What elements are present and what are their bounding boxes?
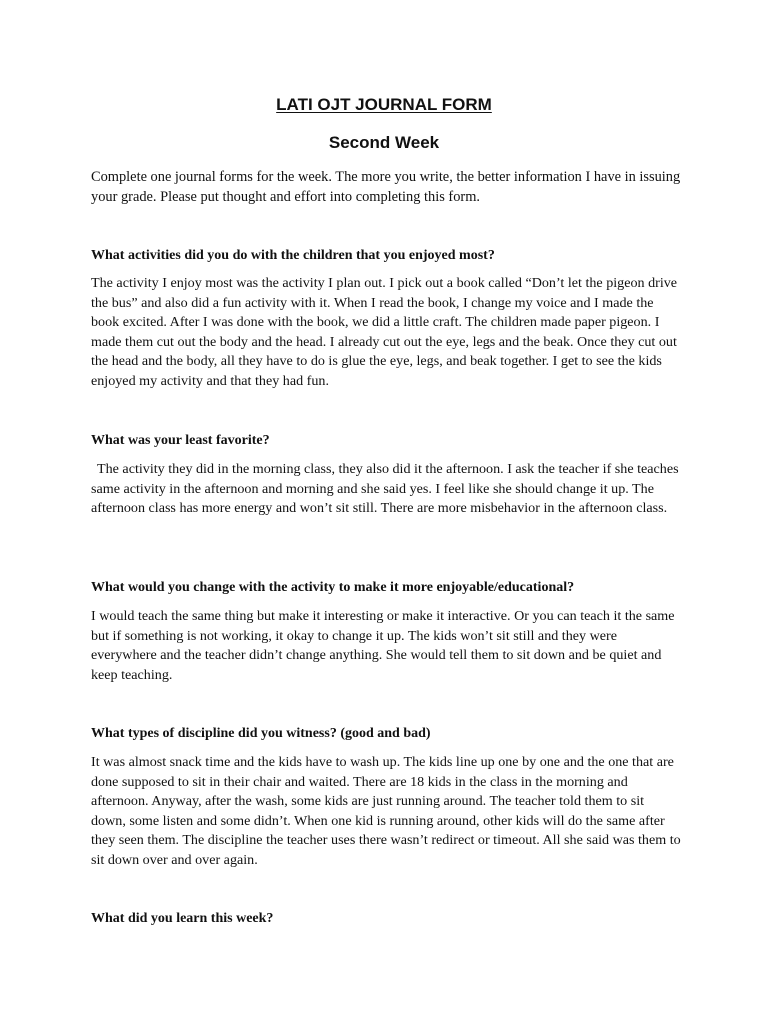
answer-change-activity: I would teach the same thing but make it interesting or make it interactive. Or you can teach it the same but if something is not working, it okay to change it up. The kids won’t sit still and they were everywhere and the teacher didn’t change anything. She would tell them to sit down and be quiet and keep teaching.: [91, 608, 675, 683]
question-learned: What did you learn this week?: [91, 911, 274, 926]
page-subtitle: Second Week: [328, 133, 440, 152]
answer-least-favorite: The activity they did in the morning class, they also did it the afternoon. I ask the teacher if she teaches same activity in the afternoon and morning and she said yes. I feel like she should change it up. The afternoon class has more energy and won’t sit still. There are more misbehavior in the afternoon class.: [91, 461, 679, 517]
question-enjoyed-most: What activities did you do with the children that you enjoyed most?: [91, 248, 495, 263]
answer-enjoyed-most: The activity I enjoy most was the activity I plan out. I pick out a book called “Don’t let the pigeon drive the bus” and also did a fun activity with it. When I read the book, I change my voice and I made the book excited. After I was done with the book, we did a little craft. The children made paper pigeon. I made them cut out the body and the head. I already cut out the eye, legs and the beak. Once they cut out the head and the body, all they have to do is glue the eye, legs, and beak together. I get to see the kids enjoyed my activity and that they had fun.: [91, 275, 678, 389]
question-change-activity: What would you change with the activity to make it more enjoyable/educational?: [91, 580, 575, 595]
question-discipline: What types of discipline did you witness? (good and bad): [91, 726, 431, 741]
answer-discipline: It was almost snack time and the kids have to wash up. The kids line up one by one and the one that are done supposed to sit in their chair and waited. There are 18 kids in the class in the morning and afternoon. Anyway, after the wash, some kids are just running around. The teacher told them to sit down, some listen and some didn’t. When one kid is running around, other kids will do the same after they seen them. The discipline the teacher uses there wasn’t redirect or timeout. All she said was them to sit down over and over again.: [91, 754, 681, 868]
page-title: LATI OJT JOURNAL FORM: [276, 95, 492, 114]
intro-paragraph: Complete one journal forms for the week. The more you write, the better information I have in issuing your grade. Please put thought and effort into completing this form.: [91, 169, 681, 205]
question-least-favorite: What was your least favorite?: [91, 433, 270, 448]
